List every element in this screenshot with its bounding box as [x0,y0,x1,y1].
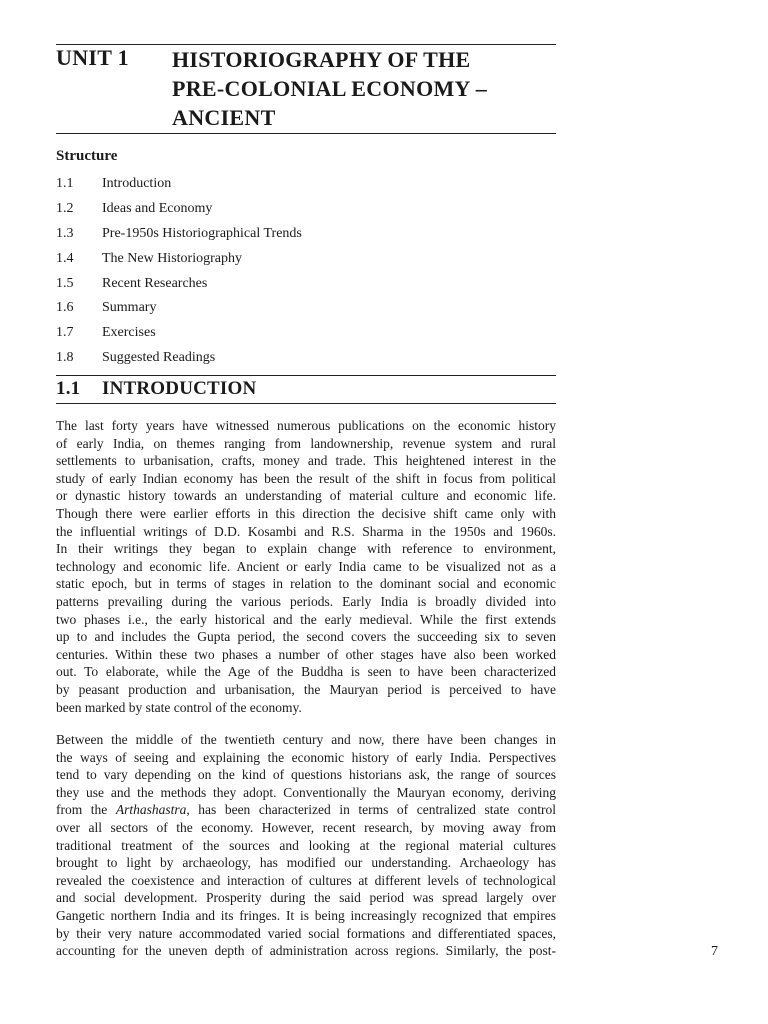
text-line: two phases i.e., the early historical and the early medieval. While the first extends [56,611,556,627]
structure-list [56,176,556,375]
text-line: study of early Indian economy has been the result of the shift in focus from political [56,470,556,486]
section-number: 1.1 [56,378,81,399]
structure-item-number: 1.5 [56,275,74,291]
structure-item-label: Introduction [102,176,172,191]
text-line: traditional treatment of the sources and looking at the regional material cultures [56,837,556,853]
text-line: centuries. Within these two phases a number of other stages have also been worked [56,646,556,662]
structure-item-label: The New Historiography [102,250,242,266]
structure-item [56,350,556,375]
unit-label: UNIT 1 [56,45,129,70]
text-line: or dynastic history towards an understanding of material culture and economic life. [56,488,556,504]
title-bottom-rule [56,133,556,134]
structure-item [56,325,556,350]
text-line: of early India, on themes ranging from landownership, revenue system and rural [56,435,556,451]
text-line [56,801,556,819]
structure-item [56,251,556,276]
text-line: brought to light by archaeology, has modified our understanding. Archaeology has [56,855,556,871]
structure-item-number: 1.1 [56,176,74,191]
structure-item-label: Pre-1950s Historiographical Trends [102,225,302,241]
text-line: accounting for the uneven depth of administration across regions. Similarly, the post- [56,943,556,959]
structure-heading: Structure [56,148,118,164]
structure-item-number: 1.2 [56,200,74,216]
section-bottom-rule [56,403,556,404]
structure-item [56,201,556,226]
text-fragment: , has been characterized in terms of centralized state control [186,802,556,818]
text-line: up to and includes the Gupta period, the second covers the succeeding six to seven [56,629,556,645]
body-paragraph-2 [56,731,556,960]
text-line: the ways of seeing and explaining the economic history of early India. Perspectives [56,749,556,765]
structure-item [56,276,556,301]
text-line: The last forty years have witnessed numerous publications on the economic history [56,418,556,433]
text-line: out. To elaborate, while the Age of the Buddha is seen to have been characterized [56,664,556,680]
structure-item-number: 1.7 [56,325,74,341]
text-line: been marked by state control of the economy. [56,699,302,715]
text-line: by peasant production and urbanisation, the Mauryan period is perceived to have [56,681,556,697]
structure-item [56,176,556,201]
section-heading [56,378,256,400]
structure-item-label: Ideas and Economy [102,200,213,216]
structure-item-label: Suggested Readings [102,350,216,366]
structure-item [56,226,556,251]
text-line: tend to vary depending on the kind of questions historians ask, the range of sources [56,767,556,783]
text-line: patterns prevailing during the various periods. Early India is broadly divided into [56,593,556,609]
text-line: by their very nature accommodated varied social formations and differentiated spaces, [56,925,556,941]
body-paragraph-1 [56,417,556,716]
text-line: the influential writings of D.D. Kosambi and R.S. Sharma in the 1950s and 1960s. [56,523,556,539]
text-line: In their writings they began to explain change with reference to environment, [56,541,556,557]
text-line: technology and economic life. Ancient or early India came to be visualized not as a [56,558,556,574]
text-line: and social development. Prosperity during the said period was spread largely over [56,890,556,906]
unit-title-line: HISTORIOGRAPHY OF THE [172,47,471,72]
text-line: Though there were earlier efforts in this direction the decisive shift came only with [56,505,556,521]
section-top-rule [56,375,556,376]
structure-item-label: Recent Researches [102,275,208,291]
structure-item-label: Exercises [102,325,156,341]
text-line: settlements to urbanisation, crafts, money and trade. This heightened interest in the [56,453,556,469]
structure-item-number: 1.8 [56,350,74,366]
unit-title-line: ANCIENT [172,105,276,130]
section-title: INTRODUCTION [102,378,257,399]
structure-item-number: 1.4 [56,250,74,266]
text-line: over all sectors of the economy. However, recent research, by moving away from [56,819,556,835]
text-line: static epoch, but in terms of stages in relation to the dominant social and economic [56,576,556,592]
text-line: Gangetic northern India and its fringes. It is being increasingly recognized that empires [56,907,556,923]
structure-item [56,300,556,325]
text-line: revealed the coexistence and interaction of cultures at different levels of technological [56,872,556,888]
structure-item-number: 1.6 [56,300,74,316]
page-number: 7 [711,944,718,959]
italic-title: Arthashastra [115,802,187,818]
text-line: Between the middle of the twentieth century and now, there have been changes in [56,732,556,747]
structure-item-label: Summary [102,300,157,316]
unit-title-line: PRE-COLONIAL ECONOMY – [172,76,488,101]
text-line: they use and the methods they adopt. Conventionally the Mauryan economy, deriving [56,784,556,800]
structure-item-number: 1.3 [56,225,74,241]
unit-title [172,45,562,132]
text-fragment: from the [56,802,116,818]
